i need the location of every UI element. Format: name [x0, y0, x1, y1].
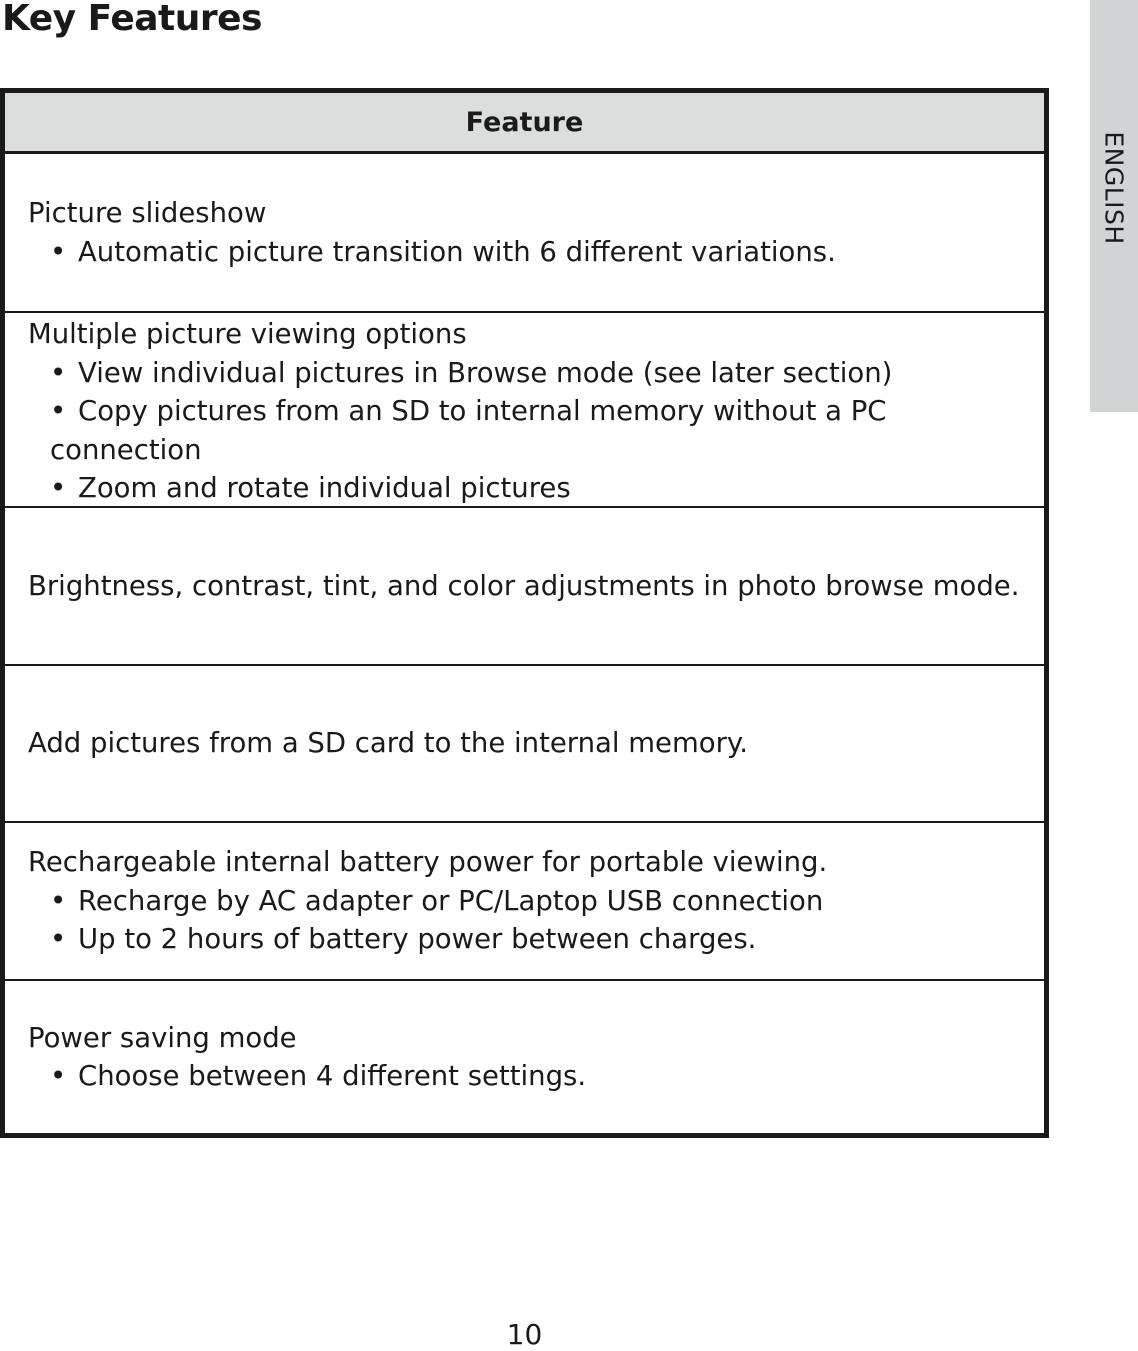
feature-bullet-text: Recharge by AC adapter or PC/Laptop USB connection	[78, 884, 824, 917]
feature-bullet: • Automatic picture transition with 6 different variations.	[50, 235, 836, 268]
feature-row-viewing-options	[5, 313, 1044, 508]
feature-bullet: • View individual pictures in Browse mode (see later section)	[50, 356, 893, 389]
feature-row-title: Picture slideshow	[28, 197, 267, 229]
feature-bullet-text: Choose between 4 different settings.	[78, 1060, 587, 1092]
feature-row-title: Rechargeable internal battery power for portable viewing.	[28, 846, 828, 879]
feature-bullet: • Zoom and rotate individual pictures	[50, 472, 571, 504]
feature-row-battery	[5, 823, 1044, 981]
feature-row-title: Multiple picture viewing options	[28, 318, 467, 350]
feature-bullet-text: Automatic picture transition with 6 different variations.	[78, 235, 836, 268]
language-side-tab	[1090, 0, 1138, 412]
feature-row-title: Power saving mode	[28, 1021, 297, 1054]
feature-bullet: • Up to 2 hours of battery power between charges.	[50, 923, 757, 956]
feature-row-add-pictures	[5, 666, 1044, 823]
page-number: 10	[506, 1318, 543, 1351]
feature-bullet: • Choose between 4 different settings.	[50, 1060, 587, 1092]
language-side-tab-label: ENGLISH	[1099, 131, 1129, 245]
feature-table	[0, 88, 1049, 1138]
feature-bullet: • Copy pictures from an SD to internal memory without a PC	[50, 395, 887, 427]
feature-row-power-saving	[5, 981, 1044, 1133]
feature-row-title: Brightness, contrast, tint, and color adjustments in photo browse mode.	[28, 569, 1020, 602]
feature-bullet-text: Up to 2 hours of battery power between charges.	[78, 923, 757, 956]
feature-bullet-text: View individual pictures in Browse mode (see later section)	[78, 356, 893, 389]
table-header-feature: Feature	[5, 93, 1044, 154]
feature-bullet-text: Zoom and rotate individual pictures	[78, 472, 571, 504]
feature-bullet-text: Copy pictures from an SD to internal memory without a PC	[78, 395, 887, 427]
feature-bullet: • Recharge by AC adapter or PC/Laptop USB connection	[50, 884, 824, 917]
feature-row-title: Add pictures from a SD card to the internal memory.	[28, 727, 748, 760]
feature-row-adjustments	[5, 508, 1044, 666]
page-title: Key Features	[2, 0, 262, 39]
feature-row-slideshow	[5, 154, 1044, 313]
feature-bullet-continuation: connection	[50, 433, 202, 466]
